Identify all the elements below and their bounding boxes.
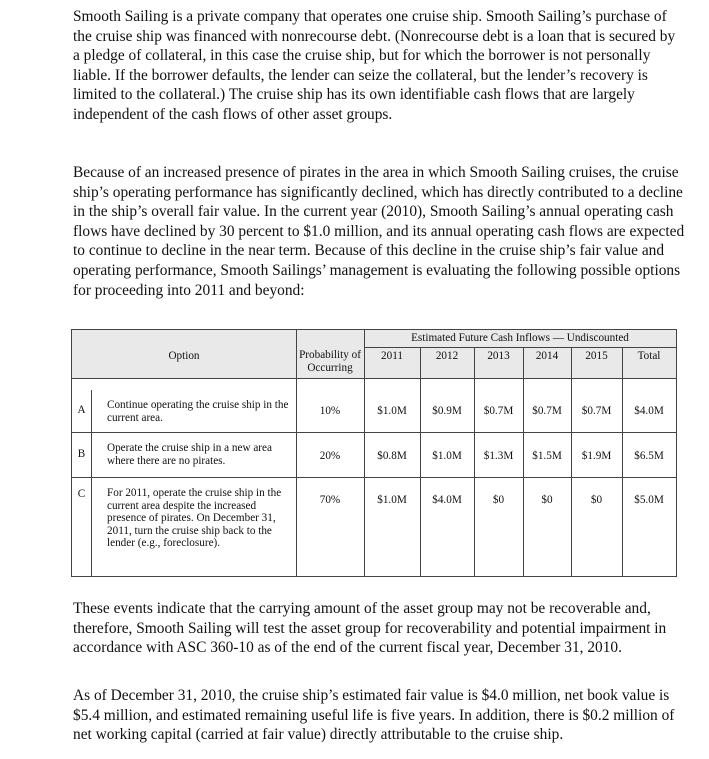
row-b-2013: $1.3M — [483, 450, 514, 462]
header-year-2015: 2015 — [585, 350, 608, 362]
row-a-2012: $0.9M — [432, 405, 462, 417]
row-c-2011: $1.0M — [377, 494, 407, 506]
row-a-2011: $1.0M — [377, 405, 407, 417]
cash-inflows-table — [71, 329, 677, 577]
row-a-letter: A — [77, 404, 86, 416]
row-c-2013: $0 — [492, 494, 505, 506]
row-a-total: $4.0M — [634, 405, 664, 417]
row-a-description: Continue operating the cruise ship in the current area. — [107, 399, 289, 424]
row-b-letter: B — [77, 448, 86, 460]
row-c-2014: $0 — [541, 494, 553, 506]
paragraph-impairment-test: These events indicate that the carrying amount of the asset group may not be recoverable and, therefore, Smooth Sailing will test the asset group for recoverability and potential impairment in accordance with ASC 360-10 as of the end of the current fiscal year, December 31, 2010. — [73, 600, 667, 657]
row-c-2015: $0 — [590, 494, 603, 506]
header-year-2012: 2012 — [435, 350, 459, 362]
paragraph-fair-value: As of December 31, 2010, the cruise ship’s estimated fair value is $4.0 million, net book value is $5.4 million, and estimated remaining useful life is five years. In addition, there is $0.2 million of net working capital (carried at fair value) directly attributable to the cruise ship. — [73, 687, 675, 744]
row-a-2015: $0.7M — [581, 405, 612, 417]
row-c-letter: C — [77, 488, 86, 500]
header-total: Total — [637, 350, 661, 362]
row-a-2014: $0.7M — [532, 405, 562, 417]
row-a-probability: 10% — [319, 405, 341, 417]
group-header: Estimated Future Cash Inflows — Undiscounted — [411, 332, 629, 344]
row-b-2011: $0.8M — [377, 450, 407, 462]
header-year-2011: 2011 — [381, 350, 403, 362]
row-b-2015: $1.9M — [581, 450, 612, 462]
paragraph-company-overview: Smooth Sailing is a private company that operates one cruise ship. Smooth Sailing’s purchase of the cruise ship was financed with nonrecourse debt. (Nonrecourse debt is a loan that is secured by a pledge of collateral, in this case the cruise ship, but for which the borrower is not personally liable. If the borrower defaults, the lender can seize the collateral, but the lender’s recovery is limited to the collateral.) The cruise ship has its own identifiable cash flows that are largely independent of the cash flows of other asset groups. — [73, 8, 676, 123]
row-c-2012: $4.0M — [432, 494, 462, 506]
row-b-2012: $1.0M — [432, 450, 462, 462]
row-c-probability: 70% — [319, 494, 341, 506]
row-b-description: Operate the cruise ship in a new area where there are no pirates. — [107, 442, 272, 467]
header-option: Option — [168, 350, 200, 362]
header-year-2014: 2014 — [535, 350, 559, 362]
row-b-total: $6.5M — [634, 450, 664, 462]
row-c-total: $5.0M — [634, 494, 664, 506]
row-b-2014: $1.5M — [532, 450, 562, 462]
header-year-2013: 2013 — [487, 350, 510, 362]
row-a-2013: $0.7M — [483, 405, 514, 417]
row-b-probability: 20% — [319, 450, 341, 462]
header-probability: Probability of Occurring — [299, 349, 361, 374]
row-c-description: For 2011, operate the cruise ship in the current area despite the increased presence of pirates. On December 31, 2011, turn the cruise ship back to the lender (e.g., foreclosure). — [107, 487, 282, 550]
paragraph-pirate-decline: Because of an increased presence of pirates in the area in which Smooth Sailing cruises, the cruise ship’s operating performance has significantly declined, which has directly contributed to a decline in the ship’s overall fair value. In the current year (2010), Smooth Sailing’s annual operating cash flows have declined by 30 percent to $1.0 million, and its annual operating cash flows are expected to continue to decline in the near term. Because of this decline in the cruise ship’s fair value and operating performance, Smooth Sailings’ management is evaluating the following possible options for proceeding into 2011 and beyond: — [73, 164, 685, 299]
